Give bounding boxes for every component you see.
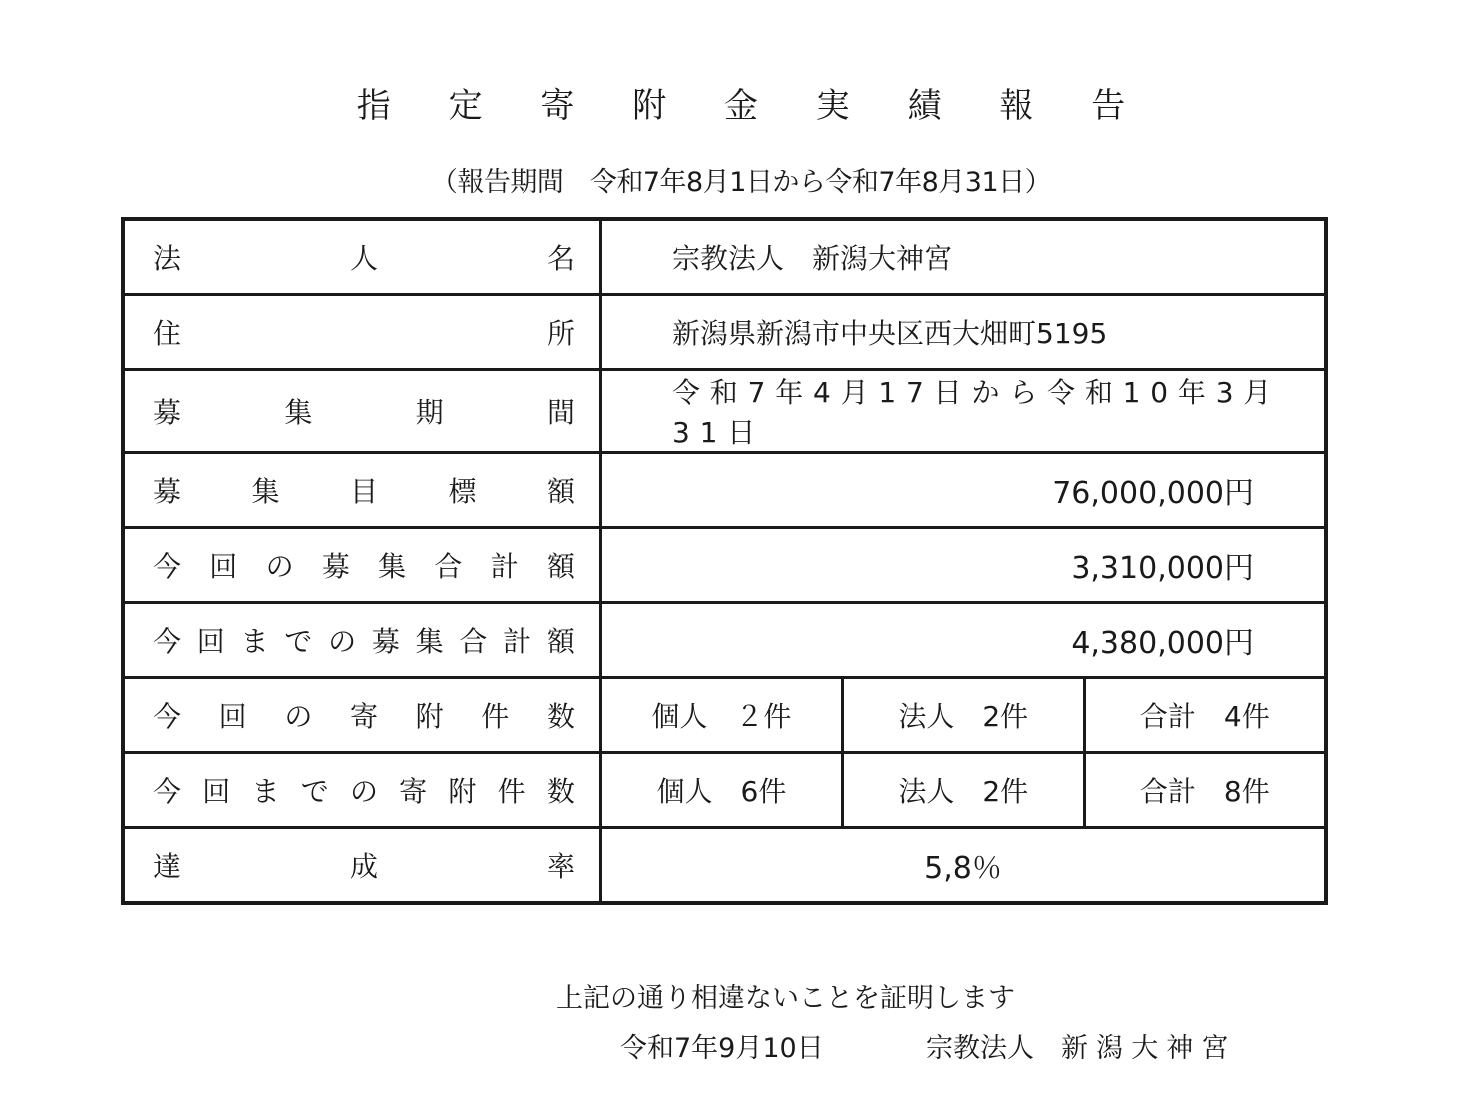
label-char: 募	[371, 625, 400, 658]
label-char: 所	[546, 317, 575, 350]
document-title: 指定寄附金実績報告	[356, 86, 1183, 126]
label-char: 数	[546, 775, 575, 808]
signature-organization	[926, 1026, 1237, 1065]
cumulative-count-total: 合計 8件	[1084, 753, 1326, 828]
value-address: 新潟県新潟市中央区西大畑町5195	[601, 295, 1327, 370]
label-cumulative-count	[123, 753, 601, 828]
value-cumulative-total: 4,380,000円	[601, 603, 1327, 678]
report-period: （報告期間 令和7年8月1日から令和7年8月31日）	[430, 167, 1052, 198]
label-cumulative-total	[123, 603, 601, 678]
label-char: で	[284, 625, 313, 658]
value-target-amount: 76,000,000円	[601, 453, 1327, 528]
label-achievement	[123, 828, 601, 904]
label-char: 寄	[399, 775, 428, 808]
label-char: 人	[349, 242, 378, 275]
label-char: 今	[153, 700, 182, 733]
label-char: 額	[546, 475, 575, 508]
label-current-count	[123, 678, 601, 753]
label-char: 間	[546, 396, 575, 429]
label-char: 名	[546, 242, 575, 275]
label-char: 集	[251, 475, 280, 508]
label-target-amount	[123, 453, 601, 528]
row-cumulative-count	[123, 753, 1326, 828]
current-count-total: 合計 4件	[1084, 678, 1326, 753]
label-char: 回	[202, 775, 231, 808]
label-char: 回	[209, 550, 238, 583]
row-target-amount	[123, 453, 1326, 528]
label-address	[123, 295, 601, 370]
signature-date: 令和7年9月10日	[620, 1033, 824, 1064]
label-recruit-period	[123, 370, 601, 453]
label-current-total	[123, 528, 601, 603]
label-char: 回	[196, 625, 225, 658]
label-char: ま	[251, 775, 280, 808]
label-char: の	[284, 700, 313, 733]
label-char: 計	[503, 625, 532, 658]
value-corp-name: 宗教法人 新潟大神宮	[601, 219, 1327, 295]
current-count-individual: 個人 ２件	[601, 678, 843, 753]
label-char: 寄	[349, 700, 378, 733]
value-recruit-period: 令和7年4月17日から令和10年3月31日	[601, 370, 1327, 453]
report-table	[121, 217, 1328, 905]
label-char: 住	[153, 317, 182, 350]
label-char: の	[328, 625, 357, 658]
certification-statement: 上記の通り相違ないことを証明します	[556, 983, 1015, 1014]
cumulative-count-corporate: 法人 2件	[842, 753, 1084, 828]
row-recruit-period	[123, 370, 1326, 453]
label-char: 今	[153, 625, 182, 658]
label-char: 成	[349, 850, 378, 883]
row-current-count	[123, 678, 1326, 753]
label-char: 今	[153, 775, 182, 808]
label-char: 額	[546, 625, 575, 658]
label-char: 募	[321, 550, 350, 583]
label-char: 募	[153, 475, 182, 508]
label-char: 集	[284, 396, 313, 429]
label-char: 額	[546, 550, 575, 583]
label-char: 回	[218, 700, 247, 733]
label-char: 達	[153, 850, 182, 883]
row-corp-name	[123, 219, 1326, 295]
label-char: 集	[378, 550, 407, 583]
label-char: 目	[349, 475, 378, 508]
label-char: 期	[415, 396, 444, 429]
label-char: の	[349, 775, 378, 808]
label-char: 附	[415, 700, 444, 733]
value-current-total: 3,310,000円	[601, 528, 1327, 603]
value-achievement: 5,8％	[601, 828, 1327, 904]
label-char: 合	[434, 550, 463, 583]
row-address	[123, 295, 1326, 370]
label-char: 標	[448, 475, 477, 508]
cumulative-count-individual: 個人 6件	[601, 753, 843, 828]
label-char: 率	[546, 850, 575, 883]
label-char: 件	[481, 700, 510, 733]
label-char: 合	[459, 625, 488, 658]
label-char: 附	[448, 775, 477, 808]
label-char: 集	[415, 625, 444, 658]
label-char: 法	[153, 242, 182, 275]
label-char: 件	[497, 775, 526, 808]
label-char: 数	[546, 700, 575, 733]
signature-shrine-name: 新潟大神宮	[1061, 1033, 1237, 1064]
label-char: ま	[240, 625, 269, 658]
label-char: の	[265, 550, 294, 583]
label-char: 募	[153, 396, 182, 429]
signature-org-type: 宗教法人	[926, 1033, 1034, 1064]
label-char: 今	[153, 550, 182, 583]
row-achievement	[123, 828, 1326, 904]
label-char: 計	[490, 550, 519, 583]
label-corp-name	[123, 219, 601, 295]
current-count-corporate: 法人 2件	[842, 678, 1084, 753]
label-char: で	[300, 775, 329, 808]
row-cumulative-total	[123, 603, 1326, 678]
row-current-total	[123, 528, 1326, 603]
